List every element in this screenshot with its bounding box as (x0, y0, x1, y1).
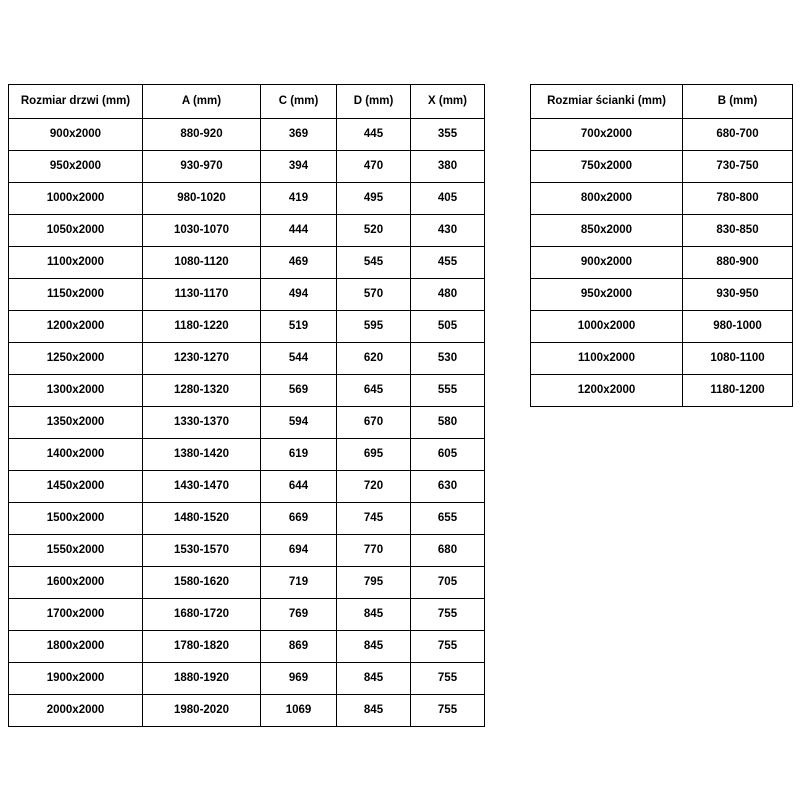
cell-a: 1230-1270 (143, 343, 261, 375)
table-row (531, 151, 793, 183)
cell-c: 769 (261, 599, 337, 631)
cell-x: 480 (411, 279, 485, 311)
cell-d: 495 (337, 183, 411, 215)
cell-b: 780-800 (683, 183, 793, 215)
cell-c: 669 (261, 503, 337, 535)
column-header-x: X (mm) (411, 85, 485, 119)
table-row (9, 503, 485, 535)
cell-size: 1300x2000 (9, 375, 143, 407)
cell-b: 930-950 (683, 279, 793, 311)
table-header-row (531, 85, 793, 119)
cell-d: 845 (337, 631, 411, 663)
cell-b: 830-850 (683, 215, 793, 247)
cell-size: 2000x2000 (9, 695, 143, 727)
cell-x: 580 (411, 407, 485, 439)
table-row (531, 215, 793, 247)
cell-size: 1550x2000 (9, 535, 143, 567)
cell-size: 1150x2000 (9, 279, 143, 311)
table-row (9, 695, 485, 727)
cell-d: 770 (337, 535, 411, 567)
cell-d: 520 (337, 215, 411, 247)
cell-a: 1380-1420 (143, 439, 261, 471)
cell-size: 1250x2000 (9, 343, 143, 375)
cell-a: 1480-1520 (143, 503, 261, 535)
cell-b: 880-900 (683, 247, 793, 279)
cell-d: 620 (337, 343, 411, 375)
cell-d: 845 (337, 663, 411, 695)
cell-d: 645 (337, 375, 411, 407)
cell-size: 1100x2000 (531, 343, 683, 375)
column-header-rozmiar-drzwi: Rozmiar drzwi (mm) (9, 85, 143, 119)
table-row (9, 631, 485, 663)
cell-c: 569 (261, 375, 337, 407)
walls-dimensions-table (530, 84, 793, 407)
cell-x: 705 (411, 567, 485, 599)
table-row (9, 279, 485, 311)
cell-x: 630 (411, 471, 485, 503)
cell-d: 545 (337, 247, 411, 279)
cell-x: 755 (411, 631, 485, 663)
cell-a: 980-1020 (143, 183, 261, 215)
cell-a: 1880-1920 (143, 663, 261, 695)
cell-x: 605 (411, 439, 485, 471)
walls-table-body (531, 119, 793, 407)
cell-b: 1180-1200 (683, 375, 793, 407)
cell-size: 1500x2000 (9, 503, 143, 535)
cell-x: 755 (411, 599, 485, 631)
cell-x: 655 (411, 503, 485, 535)
table-row (9, 567, 485, 599)
cell-c: 494 (261, 279, 337, 311)
cell-size: 1400x2000 (9, 439, 143, 471)
cell-size: 850x2000 (531, 215, 683, 247)
cell-a: 930-970 (143, 151, 261, 183)
walls-table-header (531, 85, 793, 119)
cell-c: 619 (261, 439, 337, 471)
table-row (9, 439, 485, 471)
cell-a: 1780-1820 (143, 631, 261, 663)
column-header-a: A (mm) (143, 85, 261, 119)
cell-size: 900x2000 (531, 247, 683, 279)
cell-a: 1130-1170 (143, 279, 261, 311)
cell-a: 1180-1220 (143, 311, 261, 343)
cell-size: 1000x2000 (9, 183, 143, 215)
cell-d: 695 (337, 439, 411, 471)
cell-b: 730-750 (683, 151, 793, 183)
cell-size: 800x2000 (531, 183, 683, 215)
table-row (9, 343, 485, 375)
cell-a: 1330-1370 (143, 407, 261, 439)
cell-d: 720 (337, 471, 411, 503)
cell-size: 900x2000 (9, 119, 143, 151)
column-header-b: B (mm) (683, 85, 793, 119)
doors-table-container (8, 84, 485, 727)
cell-c: 594 (261, 407, 337, 439)
cell-a: 1580-1620 (143, 567, 261, 599)
cell-d: 470 (337, 151, 411, 183)
column-header-c: C (mm) (261, 85, 337, 119)
cell-a: 1680-1720 (143, 599, 261, 631)
table-row (9, 119, 485, 151)
cell-x: 755 (411, 663, 485, 695)
cell-b: 980-1000 (683, 311, 793, 343)
cell-a: 880-920 (143, 119, 261, 151)
cell-a: 1530-1570 (143, 535, 261, 567)
cell-c: 969 (261, 663, 337, 695)
cell-d: 670 (337, 407, 411, 439)
table-row (9, 183, 485, 215)
cell-size: 1700x2000 (9, 599, 143, 631)
cell-size: 1800x2000 (9, 631, 143, 663)
table-row (9, 311, 485, 343)
column-header-rozmiar-scianki: Rozmiar ścianki (mm) (531, 85, 683, 119)
table-row (531, 279, 793, 311)
table-row (531, 247, 793, 279)
cell-x: 680 (411, 535, 485, 567)
cell-size: 1200x2000 (531, 375, 683, 407)
table-row (9, 407, 485, 439)
table-row (9, 471, 485, 503)
column-header-d: D (mm) (337, 85, 411, 119)
cell-a: 1080-1120 (143, 247, 261, 279)
cell-d: 845 (337, 695, 411, 727)
cell-x: 505 (411, 311, 485, 343)
cell-size: 700x2000 (531, 119, 683, 151)
cell-a: 1430-1470 (143, 471, 261, 503)
table-row (9, 599, 485, 631)
table-row (531, 311, 793, 343)
cell-c: 544 (261, 343, 337, 375)
cell-x: 555 (411, 375, 485, 407)
walls-table-container (530, 84, 793, 407)
cell-size: 1100x2000 (9, 247, 143, 279)
cell-d: 570 (337, 279, 411, 311)
cell-x: 405 (411, 183, 485, 215)
table-row (531, 343, 793, 375)
cell-d: 745 (337, 503, 411, 535)
cell-c: 419 (261, 183, 337, 215)
cell-size: 1050x2000 (9, 215, 143, 247)
doors-table-header (9, 85, 485, 119)
table-row (531, 119, 793, 151)
cell-c: 369 (261, 119, 337, 151)
table-row (531, 183, 793, 215)
cell-b: 1080-1100 (683, 343, 793, 375)
doors-dimensions-table (8, 84, 485, 727)
cell-size: 750x2000 (531, 151, 683, 183)
cell-c: 644 (261, 471, 337, 503)
cell-a: 1980-2020 (143, 695, 261, 727)
cell-size: 1600x2000 (9, 567, 143, 599)
cell-c: 694 (261, 535, 337, 567)
cell-x: 355 (411, 119, 485, 151)
cell-b: 680-700 (683, 119, 793, 151)
cell-x: 380 (411, 151, 485, 183)
cell-c: 444 (261, 215, 337, 247)
table-row (9, 663, 485, 695)
cell-x: 455 (411, 247, 485, 279)
cell-size: 950x2000 (531, 279, 683, 311)
cell-x: 530 (411, 343, 485, 375)
table-row (9, 247, 485, 279)
cell-a: 1030-1070 (143, 215, 261, 247)
cell-size: 1000x2000 (531, 311, 683, 343)
cell-d: 445 (337, 119, 411, 151)
cell-c: 519 (261, 311, 337, 343)
cell-x: 755 (411, 695, 485, 727)
cell-size: 1900x2000 (9, 663, 143, 695)
cell-a: 1280-1320 (143, 375, 261, 407)
cell-c: 394 (261, 151, 337, 183)
cell-size: 1200x2000 (9, 311, 143, 343)
cell-d: 795 (337, 567, 411, 599)
cell-size: 950x2000 (9, 151, 143, 183)
cell-d: 595 (337, 311, 411, 343)
cell-size: 1350x2000 (9, 407, 143, 439)
cell-c: 469 (261, 247, 337, 279)
table-row (9, 215, 485, 247)
table-row (9, 535, 485, 567)
cell-c: 1069 (261, 695, 337, 727)
cell-x: 430 (411, 215, 485, 247)
table-row (9, 151, 485, 183)
table-row (531, 375, 793, 407)
table-row (9, 375, 485, 407)
cell-size: 1450x2000 (9, 471, 143, 503)
doors-table-body (9, 119, 485, 727)
cell-c: 719 (261, 567, 337, 599)
table-header-row (9, 85, 485, 119)
cell-d: 845 (337, 599, 411, 631)
cell-c: 869 (261, 631, 337, 663)
